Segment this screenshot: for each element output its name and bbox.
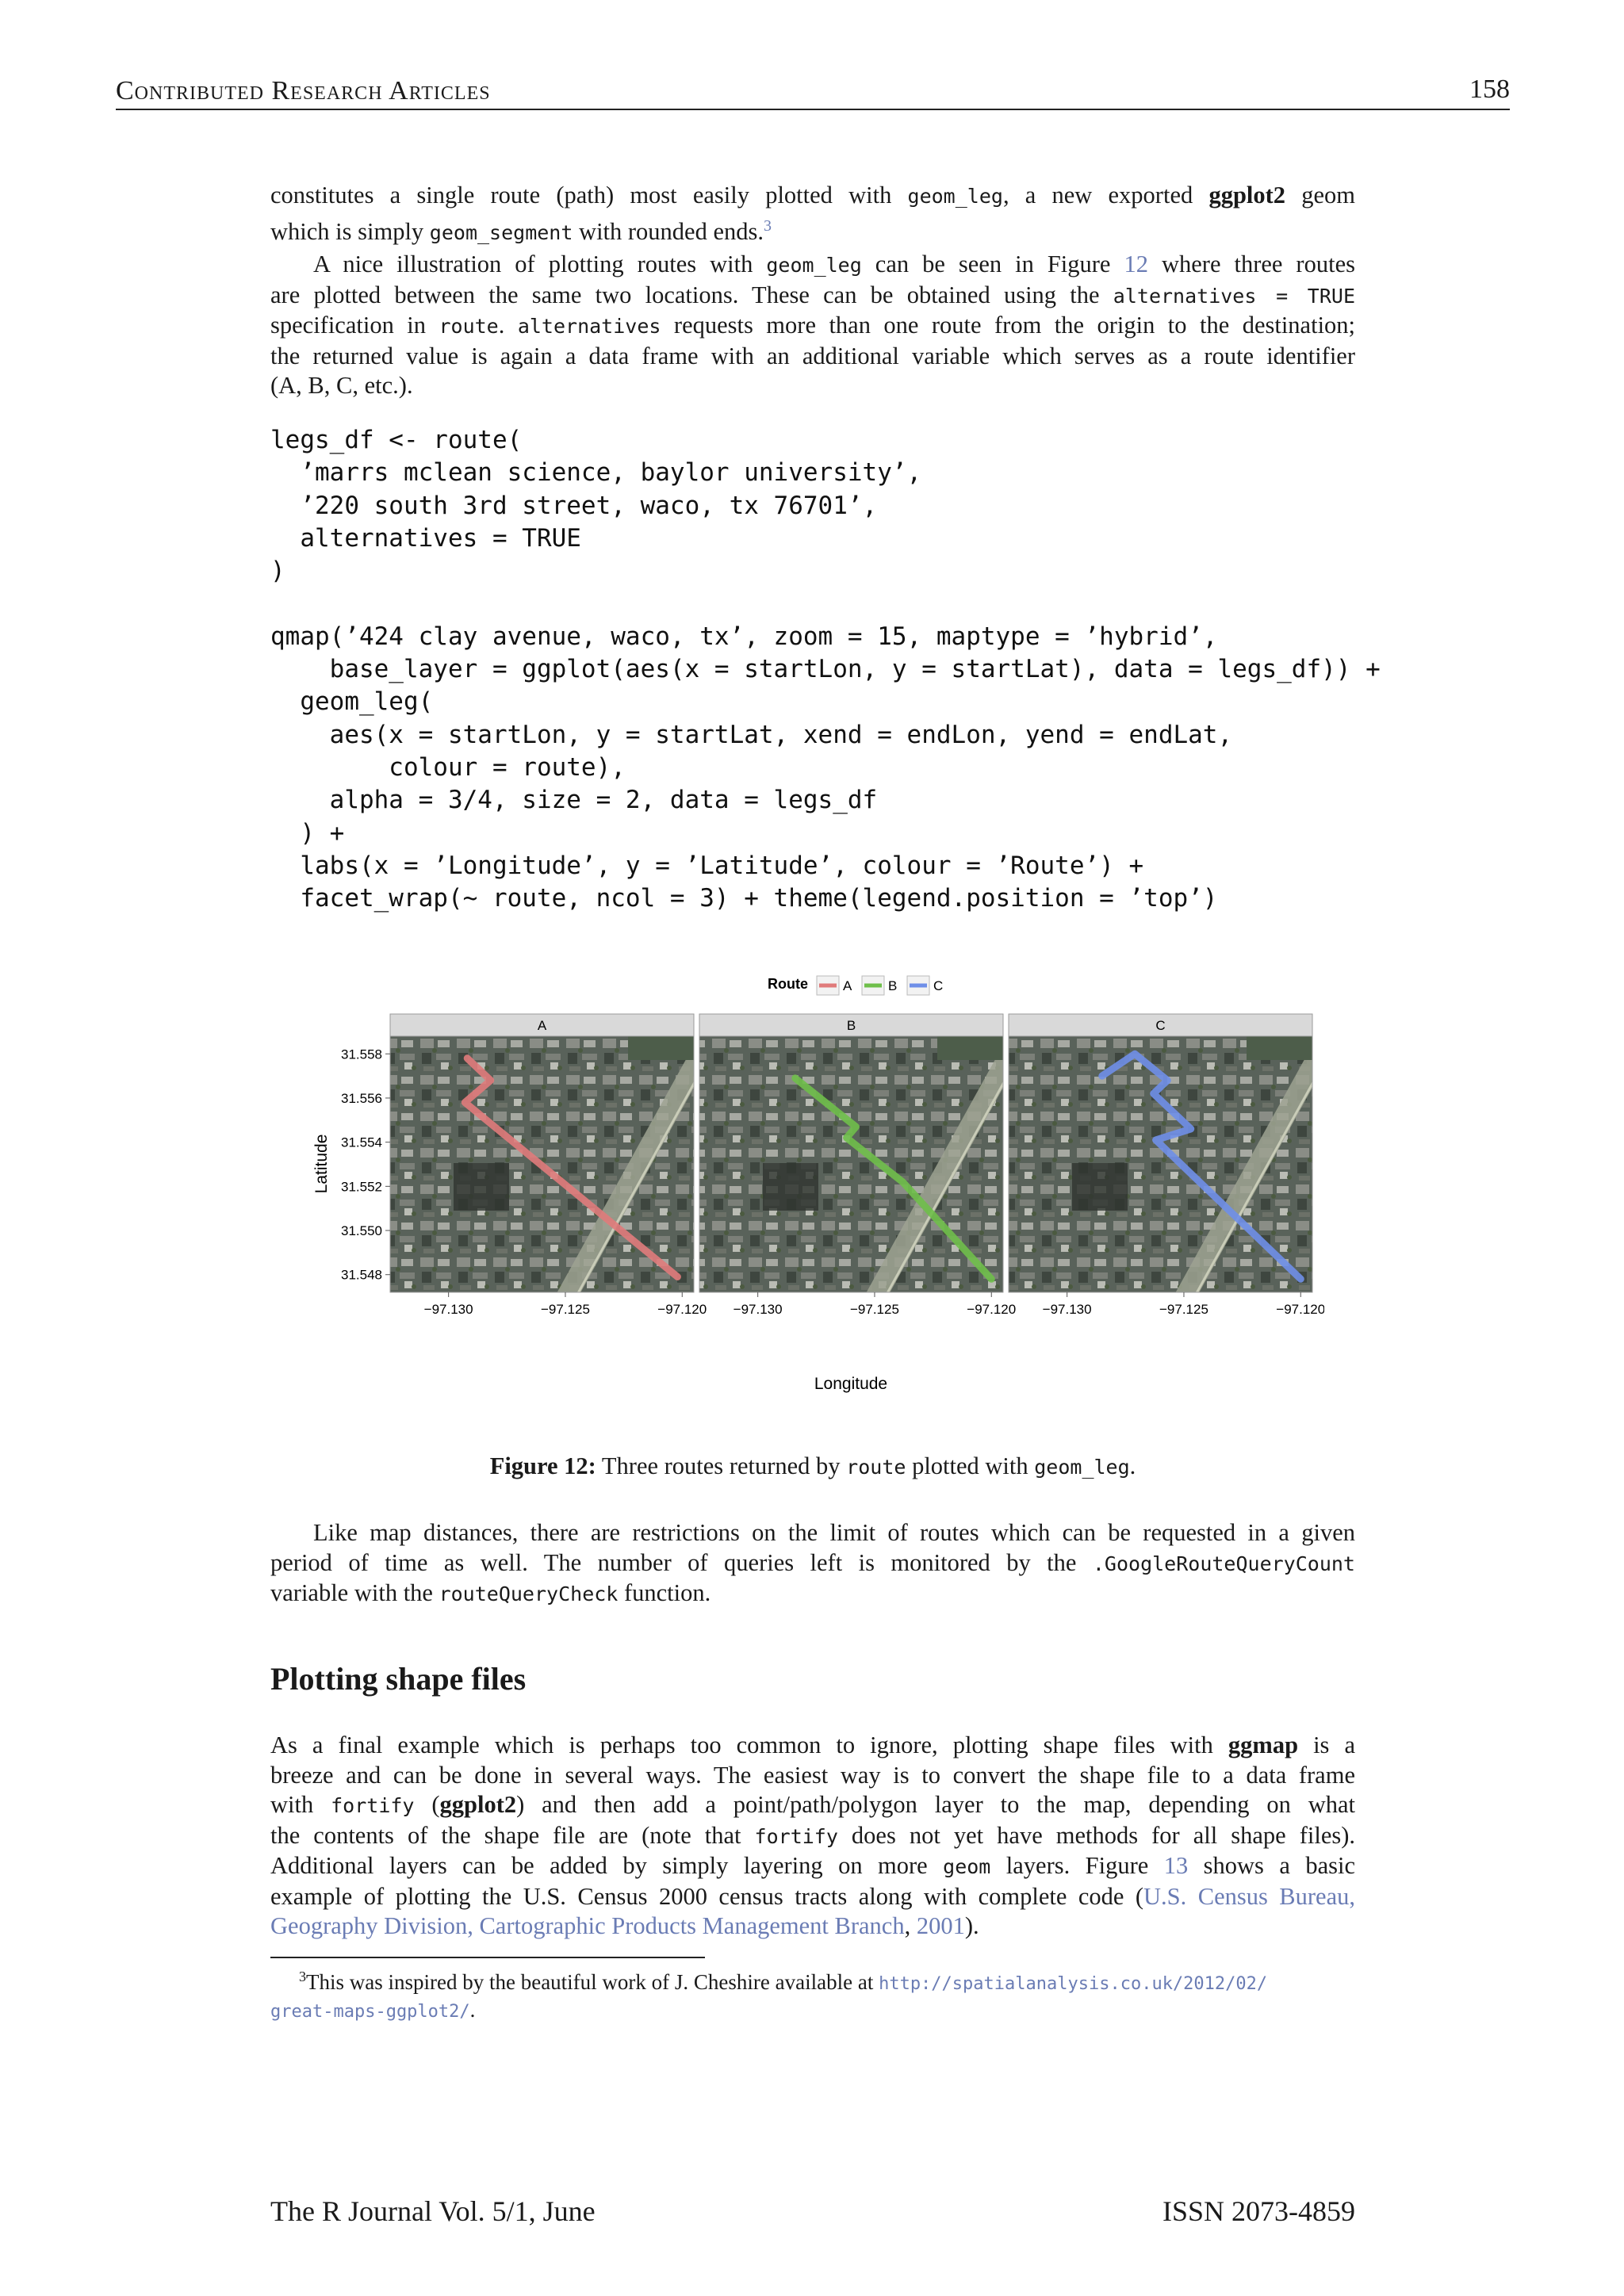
y-tick-label: 31.554 bbox=[341, 1135, 382, 1150]
y-tick-label: 31.548 bbox=[341, 1267, 382, 1283]
legend-title: Route bbox=[768, 976, 808, 992]
figure-13-link[interactable]: 13 bbox=[1163, 1852, 1189, 1879]
y-axis bbox=[341, 1047, 390, 1282]
route-facet-plot bbox=[309, 963, 1324, 1403]
figure-12-link[interactable]: 12 bbox=[1124, 251, 1148, 277]
facet-panel-B bbox=[699, 1014, 1021, 1300]
x-tick-label: −97.125 bbox=[1159, 1302, 1208, 1317]
y-axis-label: Latitude bbox=[312, 1134, 331, 1194]
citation-link[interactable]: U.S. Census Bureau, bbox=[1143, 1882, 1355, 1910]
journal-section: Contributed Research Articles bbox=[116, 76, 491, 105]
facet-panel-A bbox=[390, 1014, 711, 1300]
figure-12 bbox=[309, 963, 1324, 1403]
building bbox=[763, 1163, 818, 1211]
y-tick-label: 31.550 bbox=[341, 1223, 382, 1239]
x-tick-label: −97.120 bbox=[1276, 1302, 1324, 1317]
paragraph-3: Like map distances, there are restrictions on the limit of routes which can be requested in a given period of time as well. The number of queries left is monitored by the .GoogleRouteQueryCount variable with the routeQueryCheck function. bbox=[270, 1519, 1355, 1606]
vegetation bbox=[1247, 1036, 1312, 1060]
x-axis bbox=[424, 1292, 1324, 1317]
footnote-url-continued[interactable]: great-maps-ggplot2/ bbox=[270, 2002, 470, 2022]
figure-caption: Figure 12: Three routes returned by route plotted with geom_leg. bbox=[489, 1452, 1136, 1479]
facet-label-B: B bbox=[846, 1018, 856, 1033]
footnote-url[interactable]: http://spatialanalysis.co.uk/2012/02/ bbox=[879, 1974, 1268, 1994]
paragraph-2: A nice illustration of plotting routes with geom_leg can be seen in Figure 12 where three routes are plotted between the same two locations. These can be obtained using the alternatives = TRUE specification in route. alternatives requests more than one route from the origin to the destination; the returned value is again a data frame with an additional variable which serves as a route identifier (A, B, C, etc.). bbox=[270, 251, 1355, 399]
x-tick-label: −97.120 bbox=[967, 1302, 1017, 1317]
code-block: legs_df <- route( ’marrs mclean science, baylor university’, ’220 south 3rd street, waco, tx 76701’, alternatives = TRUE ) qmap(’424 clay avenue, waco, tx’, zoom = 15, maptype = ’hybrid’, base_layer = ggplot(aes(x = startLon, y = startLat), data = legs_df)) + geom_leg( aes(x = startLon, y = startLat, xend = endLon, yend = endLat, colour = route), alpha = 3/4, size = 2, data = legs_df ) + labs(x = ’Longitude’, y = ’Latitude’, colour = ’Route’) + facet_wrap(~ route, ncol = 3) + theme(legend.position = ’top’) bbox=[270, 426, 1381, 913]
header-rule bbox=[116, 109, 1510, 110]
paragraph-4: As a final example which is perhaps too common to ignore, plotting shape files with ggmap is a breeze and can be done in several ways. The easiest way is to convert the shape file to a data frame with fortify (ggplot2) and then add a point/path/polygon layer to the map, depending on what the contents of the shape file are (note that fortify does not yet have methods for all shape files). Additional layers can be added by simply layering on more geom layers. Figure 13 shows a basic example of plotting the U.S. Census 2000 census tracts along with complete code (U.S. Census Bureau, Geography Division, Cartographic Products Management Branch, 2001). bbox=[270, 1732, 1355, 1939]
satellite-basemap-C bbox=[1009, 1036, 1324, 1300]
vegetation bbox=[628, 1036, 694, 1060]
x-tick-label: −97.130 bbox=[1042, 1302, 1092, 1317]
section-heading: Plotting shape files bbox=[270, 1661, 527, 1697]
facet-label-C: C bbox=[1155, 1018, 1166, 1033]
footer-issn: ISSN 2073-4859 bbox=[1162, 2195, 1355, 2227]
citation-year-link[interactable]: 2001 bbox=[916, 1912, 965, 1939]
y-tick-label: 31.552 bbox=[341, 1179, 382, 1195]
y-tick-label: 31.556 bbox=[341, 1090, 382, 1106]
vegetation bbox=[937, 1036, 1003, 1060]
building bbox=[454, 1163, 509, 1211]
page-number: 158 bbox=[1469, 75, 1510, 104]
satellite-basemap-B bbox=[699, 1036, 1021, 1300]
footnote: $^3$This was inspired by the beautiful work of J. Cheshire available at http://spatialanalysis.co.uk/2012/02/ great-maps-ggplot2/. bbox=[270, 1969, 1268, 2022]
y-tick-label: 31.558 bbox=[341, 1047, 382, 1062]
x-axis-label: Longitude bbox=[814, 1375, 888, 1393]
paragraph-1: constitutes a single route (path) most easily plotted with geom_leg, a new exported ggplot2 geom which is simply geom_segment with rounded ends.$^3$ bbox=[270, 182, 1355, 245]
legend-label-A: A bbox=[843, 978, 852, 993]
building bbox=[1072, 1163, 1128, 1211]
satellite-basemap-A bbox=[390, 1036, 711, 1300]
x-tick-label: −97.130 bbox=[733, 1302, 783, 1317]
legend-label-B: B bbox=[888, 978, 898, 993]
x-tick-label: −97.130 bbox=[423, 1302, 473, 1317]
citation-link-continued[interactable]: Geography Division, Cartographic Products Management Branch bbox=[270, 1912, 905, 1939]
legend bbox=[768, 976, 943, 995]
x-tick-label: −97.125 bbox=[849, 1302, 899, 1317]
footer-journal: The R Journal Vol. 5/1, June bbox=[270, 2195, 596, 2227]
legend-label-C: C bbox=[933, 978, 944, 993]
x-tick-label: −97.125 bbox=[540, 1302, 590, 1317]
footnote-ref-3[interactable]: 3 bbox=[764, 216, 772, 235]
facet-panel-C bbox=[1009, 1014, 1324, 1300]
footnote-rule bbox=[270, 1957, 705, 1958]
running-header bbox=[116, 76, 491, 106]
x-tick-label: −97.120 bbox=[657, 1302, 707, 1317]
facet-label-A: A bbox=[537, 1018, 547, 1033]
